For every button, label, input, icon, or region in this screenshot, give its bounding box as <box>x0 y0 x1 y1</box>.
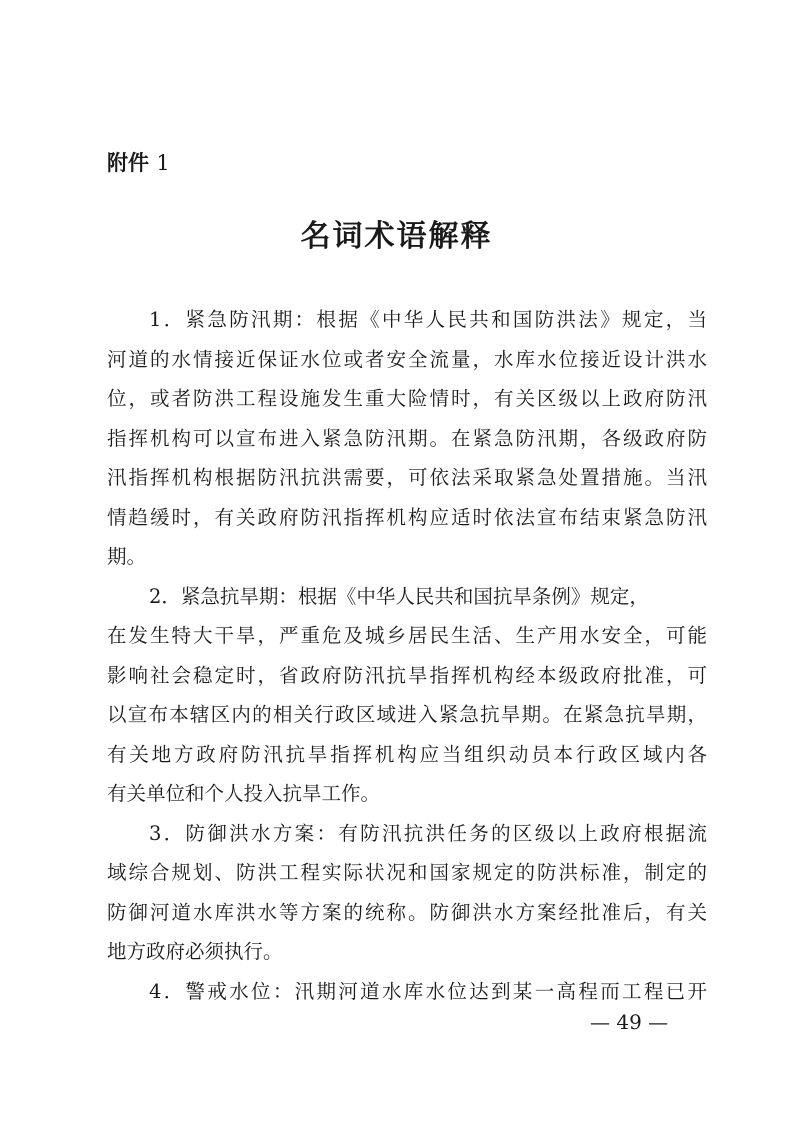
paragraph-2-line-6: 有关单位和个人投入抗旱工作。 <box>107 782 381 805</box>
paragraph-1-line-4: 指挥机构可以宣布进入紧急防汛期。在紧急防汛期，各级政府防 <box>107 426 707 450</box>
paragraph-2-line-5: 有关地方政府防汛抗旱指挥机构应当组织动员本行政区域内各 <box>107 742 707 766</box>
paragraph-2-line-1: 2．紧急抗旱期：根据《中华人民共和国抗旱条例》规定， <box>149 584 649 608</box>
paragraph-1-line-7: 期。 <box>107 545 147 568</box>
paragraph-2-line-2: 在发生特大干旱，严重危及城乡居民生活、生产用水安全，可能 <box>107 624 707 647</box>
paragraph-2-line-3: 影响社会稳定时，省政府防汛抗旱指挥机构经本级政府批准，可 <box>107 663 707 687</box>
page-number: — 49 — <box>590 1010 669 1034</box>
document-title: 名词术语解释 <box>300 219 493 254</box>
paragraph-1-line-3: 位，或者防洪工程设施发生重大险情时，有关区级以上政府防汛 <box>107 387 707 410</box>
paragraph-1-line-6: 情趋缓时，有关政府防汛指挥机构应适时依法宣布结束紧急防汛 <box>107 505 707 529</box>
document-body <box>107 300 707 1011</box>
attachment-label <box>107 148 170 178</box>
attachment-word: 附件 <box>107 151 149 175</box>
paragraph-3-line-2: 域综合规划、防洪工程实际状况和国家规定的防洪标准，制定的 <box>107 861 707 884</box>
paragraph-3-line-3: 防御河道水库洪水等方案的统称。防御洪水方案经批准后，有关 <box>107 900 707 924</box>
paragraph-1-line-1: 1．紧急防汛期：根据《中华人民共和国防洪法》规定，当 <box>149 308 707 331</box>
paragraph-1-line-5: 汛指挥机构根据防汛抗洪需要，可依法采取紧急处置措施。当汛 <box>107 466 707 489</box>
paragraph-2-line-4: 以宣布本辖区内的相关行政区域进入紧急抗旱期。在紧急抗旱期， <box>107 703 707 726</box>
paragraph-3-line-4: 地方政府必须执行。 <box>107 940 283 963</box>
paragraph-3-line-1: 3．防御洪水方案：有防汛抗洪任务的区级以上政府根据流 <box>149 821 707 845</box>
paragraph-4-line-1: 4．警戒水位：汛期河道水库水位达到某一高程而工程已开 <box>149 979 707 1003</box>
attachment-number: 1 <box>156 151 170 175</box>
paragraph-1-line-2: 河道的水情接近保证水位或者安全流量，水库水位接近设计洪水 <box>107 347 707 371</box>
